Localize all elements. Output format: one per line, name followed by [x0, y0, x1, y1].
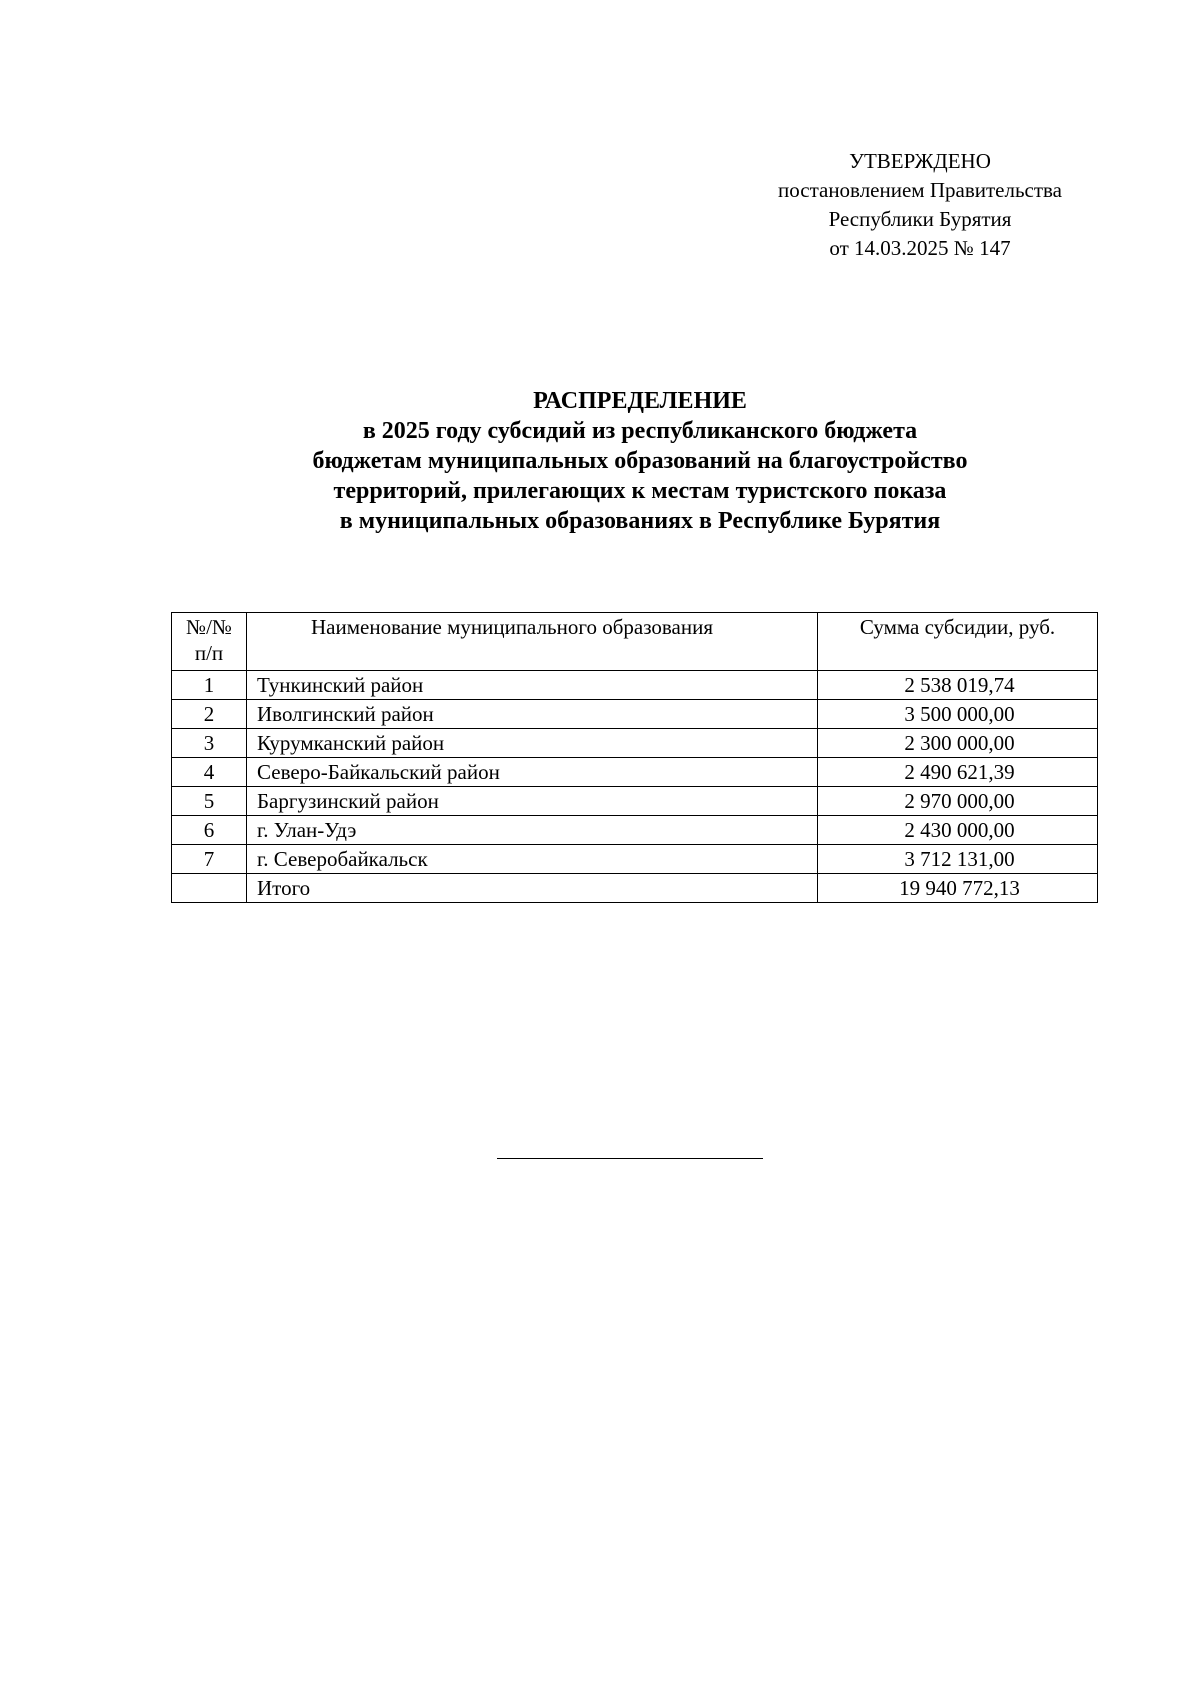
- row-number: 1: [172, 671, 247, 700]
- row-name: г. Северобайкальск: [247, 845, 818, 874]
- total-label: Итого: [247, 874, 818, 903]
- title-line-4: территорий, прилегающих к местам туристского показа: [333, 478, 947, 504]
- row-sum-value: 3 500 000,00: [904, 702, 1015, 726]
- title-line-5: в муниципальных образованиях в Республике Бурятия: [339, 508, 941, 534]
- row-name: Иволгинский район: [247, 700, 818, 729]
- row-number: 2: [172, 700, 247, 729]
- row-name: Тункинский район: [247, 671, 818, 700]
- header-sum: Сумма субсидии, руб.: [818, 613, 1098, 671]
- approval-date-number: от 14.03.2025 № 147: [829, 236, 1011, 260]
- row-sum-value: 2 490 621,39: [904, 760, 1015, 784]
- row-sum: [818, 758, 1098, 787]
- row-sum: [818, 729, 1098, 758]
- header-number: [172, 613, 247, 671]
- row-number: 3: [172, 729, 247, 758]
- table-header-row: [172, 613, 1098, 671]
- approval-authority: Республики Бурятия: [828, 207, 1012, 231]
- row-number: 7: [172, 845, 247, 874]
- row-name: Курумканский район: [247, 729, 818, 758]
- header-name: Наименование муниципального образования: [247, 613, 818, 671]
- table-row: [172, 671, 1098, 700]
- row-sum: [818, 845, 1098, 874]
- total-number: [172, 874, 247, 903]
- total-sum: [818, 874, 1098, 903]
- title-line-2: в 2025 году субсидий из республиканского бюджета: [362, 418, 918, 444]
- table-row: [172, 729, 1098, 758]
- title-line-1: РАСПРЕДЕЛЕНИЕ: [533, 388, 747, 414]
- header-number-line-1: №/№: [186, 615, 232, 639]
- approval-resolution: постановлением Правительства: [777, 178, 1062, 202]
- table-row: [172, 787, 1098, 816]
- row-number: 6: [172, 816, 247, 845]
- table-total-row: [172, 874, 1098, 903]
- row-sum-value: 2 300 000,00: [904, 731, 1015, 755]
- row-sum: [818, 787, 1098, 816]
- approval-heading: УТВЕРЖДЕНО: [849, 149, 991, 173]
- row-sum: [818, 816, 1098, 845]
- document-title: [160, 386, 1120, 536]
- row-sum: [818, 671, 1098, 700]
- row-name: г. Улан-Удэ: [247, 816, 818, 845]
- row-number: 5: [172, 787, 247, 816]
- row-sum: [818, 700, 1098, 729]
- table-row: [172, 845, 1098, 874]
- table-row: [172, 758, 1098, 787]
- total-sum-value: 19 940 772,13: [899, 876, 1020, 900]
- row-sum-value: 2 970 000,00: [904, 789, 1015, 813]
- row-name: Баргузинский район: [247, 787, 818, 816]
- closing-rule-line: [497, 1158, 763, 1159]
- row-sum-value: 3 712 131,00: [904, 847, 1015, 871]
- table-row: [172, 700, 1098, 729]
- header-number-line-2: п/п: [194, 641, 224, 665]
- row-name: Северо-Байкальский район: [247, 758, 818, 787]
- row-sum-value: 2 430 000,00: [904, 818, 1015, 842]
- row-number: 4: [172, 758, 247, 787]
- approval-stamp: [740, 147, 1100, 263]
- title-line-3: бюджетам муниципальных образований на благоустройство: [312, 448, 968, 474]
- table-row: [172, 816, 1098, 845]
- distribution-table: [171, 612, 1098, 903]
- row-sum-value: 2 538 019,74: [904, 673, 1015, 697]
